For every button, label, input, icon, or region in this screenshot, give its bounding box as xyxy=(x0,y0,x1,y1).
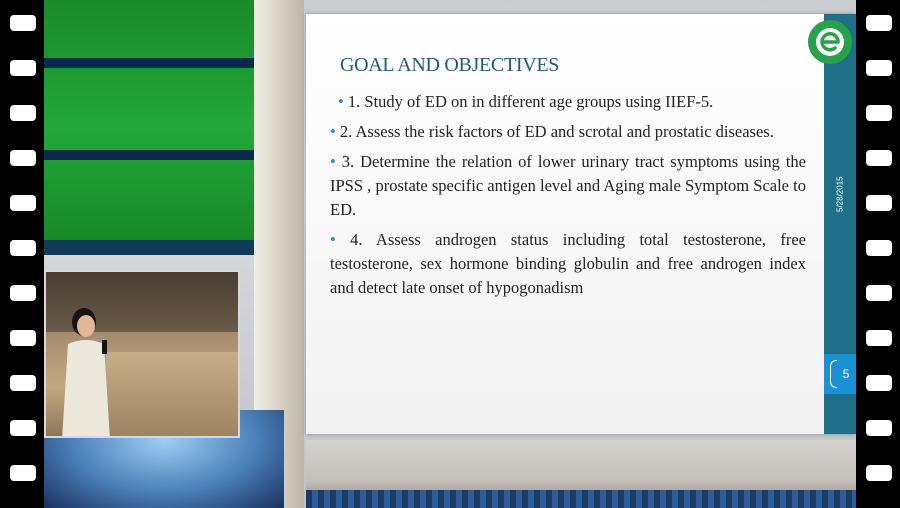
film-perforation xyxy=(10,465,36,481)
list-item xyxy=(330,90,806,114)
list-item-text: 2. Assess the risk factors of ED and scrotal and prostatic diseases. xyxy=(339,122,774,141)
list-item-text: 3. Determine the relation of lower urinary tract symptoms using the IPSS , prostate specific antigen level and Aging male Symptom Scale to ED. xyxy=(330,152,806,219)
list-item-text: 4. Assess androgen status including total testosterone, free testosterone, sex hormone binding globulin and free androgen index and detect late onset of hypogonadism xyxy=(330,230,806,297)
film-perforation xyxy=(10,105,36,121)
film-perforation xyxy=(866,375,892,391)
wall-stripe xyxy=(44,150,254,160)
bullet-icon: • xyxy=(330,122,336,141)
film-perforation xyxy=(866,195,892,211)
film-perforation xyxy=(866,15,892,31)
list-item xyxy=(330,120,806,144)
film-perforation xyxy=(866,330,892,346)
bullet-icon: • xyxy=(338,92,344,111)
bullet-icon: • xyxy=(330,152,336,171)
film-perforation xyxy=(866,420,892,436)
slide-date: 5/28/2015 xyxy=(835,176,845,212)
page-number-box xyxy=(824,354,856,394)
wall-stripe xyxy=(44,240,254,255)
page-number: 5 xyxy=(842,367,850,381)
speaker-video[interactable] xyxy=(44,270,240,438)
floor-stripe xyxy=(306,490,856,508)
lecture-desk xyxy=(106,352,240,438)
film-strip-left xyxy=(0,0,44,508)
presentation-slide xyxy=(306,14,856,434)
film-perforation xyxy=(866,150,892,166)
film-perforation xyxy=(866,105,892,121)
list-item xyxy=(330,228,806,300)
film-strip-right xyxy=(856,0,900,508)
e-logo-glyph xyxy=(813,25,847,59)
wall-stripe xyxy=(44,58,254,68)
film-perforation xyxy=(10,240,36,256)
film-perforation xyxy=(10,330,36,346)
slide-body xyxy=(330,90,806,306)
film-perforation xyxy=(10,420,36,436)
film-perforation xyxy=(866,285,892,301)
bullet-icon: • xyxy=(330,230,336,249)
film-perforation xyxy=(10,195,36,211)
film-perforation xyxy=(866,60,892,76)
film-perforation xyxy=(10,60,36,76)
list-item xyxy=(330,150,806,222)
slide-title: GOAL AND OBJECTIVES xyxy=(340,54,560,76)
green-wall xyxy=(44,0,254,255)
e-logo-icon xyxy=(808,20,852,64)
bracket-icon xyxy=(830,360,837,388)
film-perforation xyxy=(10,150,36,166)
film-perforation xyxy=(10,375,36,391)
list-item-text: 1. Study of ED on in different age groups using IIEF-5. xyxy=(347,92,714,111)
film-perforation xyxy=(10,15,36,31)
film-perforation xyxy=(10,285,36,301)
speaker-figure xyxy=(56,300,116,438)
film-perforation xyxy=(866,465,892,481)
film-perforation xyxy=(866,240,892,256)
